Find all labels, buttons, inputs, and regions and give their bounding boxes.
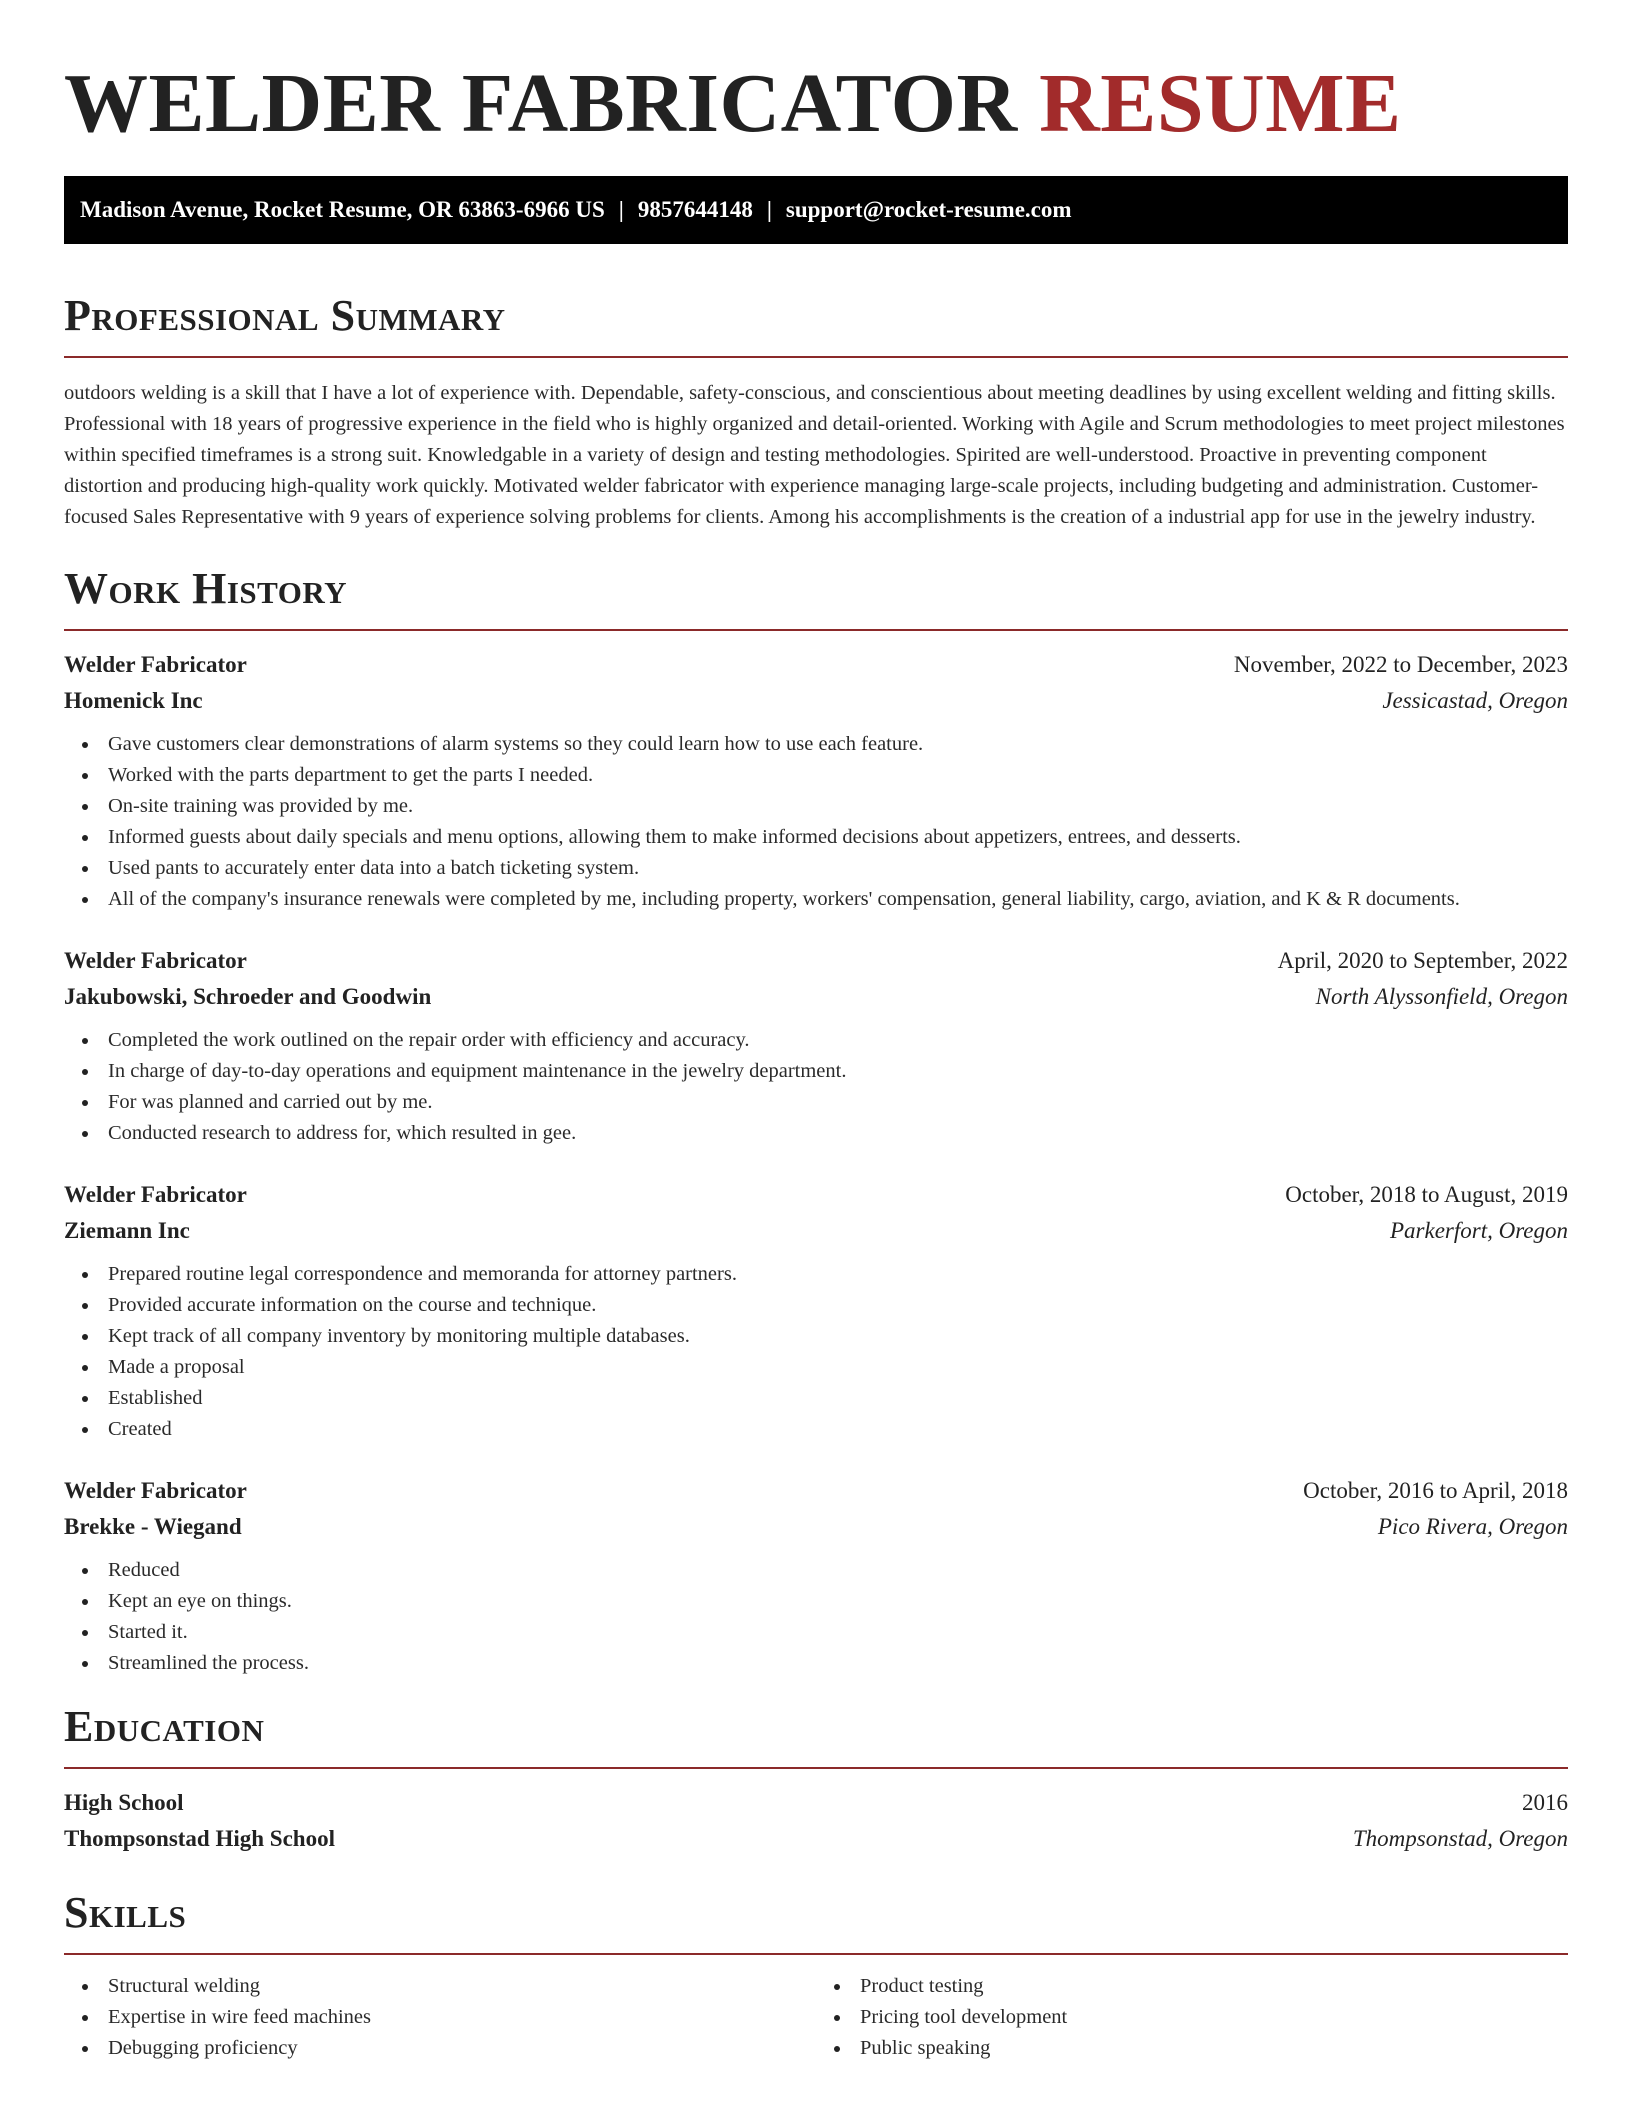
section-heading-education: Education bbox=[64, 1702, 265, 1751]
job-company-row bbox=[64, 1213, 1568, 1249]
job-bullet-list bbox=[64, 1259, 1568, 1445]
job-dates: October, 2016 to April, 2018 bbox=[1303, 1478, 1568, 1503]
section-divider bbox=[64, 629, 1568, 631]
skill-item: Expertise in wire feed machines bbox=[108, 2002, 816, 2033]
job-location: Pico Rivera, Oregon bbox=[1377, 1514, 1568, 1539]
job-entry bbox=[64, 1473, 1568, 1679]
job-bullet: Gave customers clear demonstrations of alarm systems so they could learn how to use each feature. bbox=[108, 729, 1568, 760]
job-dates: April, 2020 to September, 2022 bbox=[1277, 948, 1568, 973]
job-title-row bbox=[64, 1177, 1568, 1213]
job-bullet-list bbox=[64, 1555, 1568, 1679]
job-bullet: Prepared routine legal correspondence and memoranda for attorney partners. bbox=[108, 1259, 1568, 1290]
job-bullet: Kept track of all company inventory by monitoring multiple databases. bbox=[108, 1321, 1568, 1352]
education-degree-row bbox=[64, 1785, 1568, 1821]
contact-email: support@rocket-resume.com bbox=[785, 197, 1072, 222]
section-heading-summary: Professional Summary bbox=[64, 291, 506, 340]
section-divider bbox=[64, 1767, 1568, 1769]
job-company: Ziemann Inc bbox=[64, 1218, 190, 1243]
job-bullet: Used pants to accurately enter data into a batch ticketing system. bbox=[108, 853, 1568, 884]
skills-list-right bbox=[816, 1971, 1568, 2064]
job-bullet: Started it. bbox=[108, 1617, 1568, 1648]
job-bullet: For was planned and carried out by me. bbox=[108, 1087, 1568, 1118]
contact-separator: | bbox=[618, 197, 624, 222]
job-bullet: Completed the work outlined on the repair order with efficiency and accuracy. bbox=[108, 1025, 1568, 1056]
job-bullet: Reduced bbox=[108, 1555, 1568, 1586]
job-title: Welder Fabricator bbox=[64, 1478, 247, 1503]
skills-list-left bbox=[64, 1971, 816, 2064]
contact-separator: | bbox=[766, 197, 772, 222]
contact-phone: 9857644148 bbox=[637, 197, 753, 222]
job-bullet: All of the company's insurance renewals were completed by me, including property, workers' compensation, general liability, cargo, aviation, and K & R documents. bbox=[108, 884, 1568, 915]
job-bullet: Created bbox=[108, 1414, 1568, 1445]
job-bullet: Provided accurate information on the course and technique. bbox=[108, 1290, 1568, 1321]
section-divider bbox=[64, 1953, 1568, 1955]
education-section bbox=[64, 1699, 1568, 1857]
job-company-row bbox=[64, 683, 1568, 719]
skill-item: Structural welding bbox=[108, 1971, 816, 2002]
job-bullet: Worked with the parts department to get the parts I needed. bbox=[108, 760, 1568, 791]
job-title: Welder Fabricator bbox=[64, 1182, 247, 1207]
job-location: Jessicastad, Oregon bbox=[1382, 688, 1568, 713]
section-heading-skills: Skills bbox=[64, 1888, 187, 1937]
section-divider bbox=[64, 356, 1568, 358]
job-dates: October, 2018 to August, 2019 bbox=[1285, 1182, 1568, 1207]
section-heading-work-history: Work History bbox=[64, 564, 348, 613]
job-title: Welder Fabricator bbox=[64, 948, 247, 973]
page-title bbox=[64, 0, 1568, 150]
job-company: Homenick Inc bbox=[64, 688, 203, 713]
contact-bar bbox=[64, 176, 1568, 244]
skills-columns bbox=[64, 1971, 1568, 2064]
skill-item: Pricing tool development bbox=[860, 2002, 1568, 2033]
education-school: Thompsonstad High School bbox=[64, 1826, 335, 1851]
job-bullet: Informed guests about daily specials and menu options, allowing them to make informed decisions about appetizers, entrees, and desserts. bbox=[108, 822, 1568, 853]
job-bullet: Kept an eye on things. bbox=[108, 1586, 1568, 1617]
title-main: WELDER FABRICATOR bbox=[64, 57, 1018, 150]
job-title: Welder Fabricator bbox=[64, 652, 247, 677]
job-bullet: In charge of day-to-day operations and equipment maintenance in the jewelry department. bbox=[108, 1056, 1568, 1087]
education-year: 2016 bbox=[1522, 1790, 1568, 1815]
education-location: Thompsonstad, Oregon bbox=[1352, 1826, 1568, 1851]
work-history-section bbox=[64, 561, 1568, 1679]
job-dates: November, 2022 to December, 2023 bbox=[1233, 652, 1568, 677]
job-company-row bbox=[64, 1509, 1568, 1545]
summary-section bbox=[64, 288, 1568, 533]
job-bullet: Established bbox=[108, 1383, 1568, 1414]
job-title-row bbox=[64, 943, 1568, 979]
title-accent: RESUME bbox=[1039, 57, 1402, 150]
job-bullet-list bbox=[64, 729, 1568, 915]
job-title-row bbox=[64, 1473, 1568, 1509]
job-company: Jakubowski, Schroeder and Goodwin bbox=[64, 984, 432, 1009]
job-company-row bbox=[64, 979, 1568, 1015]
contact-address: Madison Avenue, Rocket Resume, OR 63863-6966 US bbox=[80, 197, 605, 222]
skill-item: Product testing bbox=[860, 1971, 1568, 2002]
skill-item: Debugging proficiency bbox=[108, 2033, 816, 2064]
education-entry bbox=[64, 1785, 1568, 1857]
job-bullet: Conducted research to address for, which resulted in gee. bbox=[108, 1118, 1568, 1149]
job-bullet-list bbox=[64, 1025, 1568, 1149]
job-bullet: Made a proposal bbox=[108, 1352, 1568, 1383]
job-entry bbox=[64, 943, 1568, 1149]
job-company: Brekke - Wiegand bbox=[64, 1514, 242, 1539]
job-entry bbox=[64, 1177, 1568, 1445]
job-bullet: On-site training was provided by me. bbox=[108, 791, 1568, 822]
job-entry bbox=[64, 647, 1568, 915]
summary-text: outdoors welding is a skill that I have a lot of experience with. Dependable, safety-conscious, and conscientious about meeting deadlines by using excellent welding and fitting skills. Professional with 18 years of progressive experience in the field who is highly organized and detail-oriented. Working with Agile and Scrum methodologies to meet project milestones within specified timeframes is a strong suit. Knowledgable in a variety of design and testing methodologies. Spirited are well-understood. Proactive in preventing component distortion and producing high-quality work quickly. Motivated welder fabricator with experience managing large-scale projects, including budgeting and administration. Customer-focused Sales Representative with 9 years of experience solving problems for clients. Among his accomplishments is the creation of a industrial app for use in the jewelry industry. bbox=[64, 382, 1565, 528]
skill-item: Public speaking bbox=[860, 2033, 1568, 2064]
job-title-row bbox=[64, 647, 1568, 683]
skills-section bbox=[64, 1885, 1568, 2064]
job-location: Parkerfort, Oregon bbox=[1389, 1218, 1568, 1243]
job-bullet: Streamlined the process. bbox=[108, 1648, 1568, 1679]
education-degree: High School bbox=[64, 1790, 184, 1815]
education-school-row bbox=[64, 1821, 1568, 1857]
job-location: North Alyssonfield, Oregon bbox=[1315, 984, 1568, 1009]
